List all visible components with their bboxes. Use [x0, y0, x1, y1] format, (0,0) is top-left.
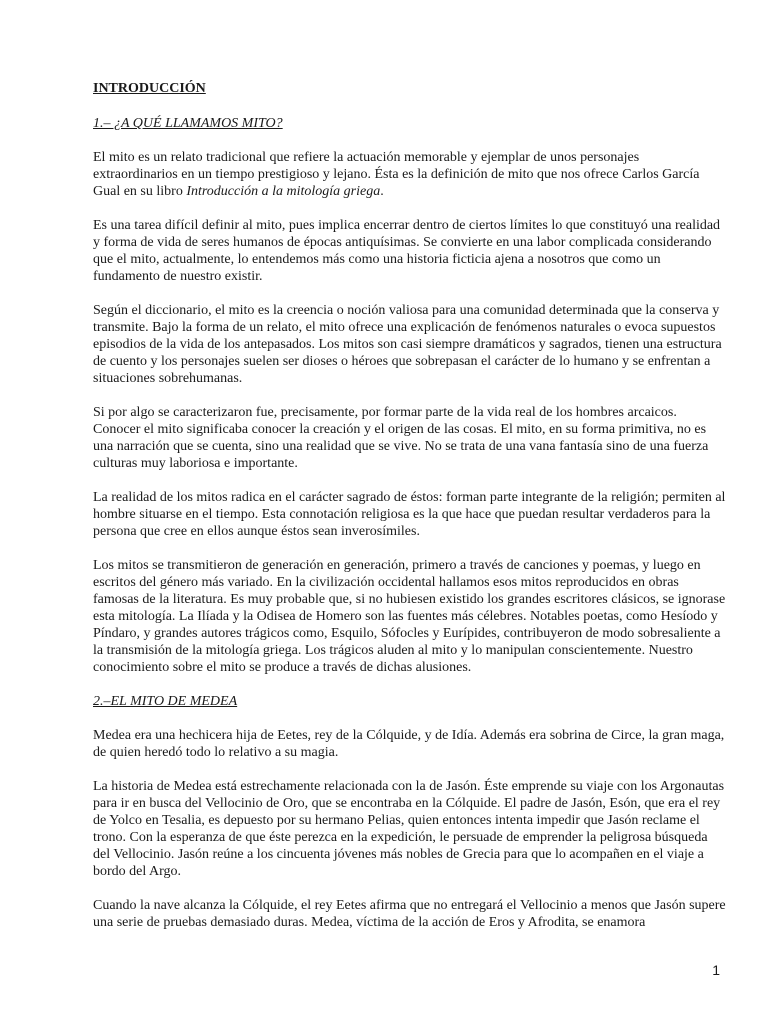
- page-number: 1: [712, 962, 720, 978]
- paragraph-7: Medea era una hechicera hija de Eetes, rey de la Cólquide, y de Idía. Además era sobrina de Circe, la gran maga, de quien heredó todo lo relativo a su magia.: [93, 728, 725, 760]
- paragraph-6: Los mitos se transmitieron de generación en generación, primero a través de canciones y poemas, y luego en escritos del género más variado. En la civilización occidental hallamos esos mitos reproducidos en obras famosas de la literatura. Es muy probable que, si no hubiesen existido los grandes escritores clásicos, se ignorase esta mitología. La Ilíada y la Odisea de Homero son las fuentes más célebres. Notables poetas, como Hesíodo y Píndaro, y grandes autores trágicos como, Esquilo, Sófocles y Eurípides, contribuyeron de modo sobresaliente a la transmisión de la mitología griega. Los trágicos aluden al mito y lo manipulan conscientemente. Nuestro conocimiento sobre el mito se produce a través de dichas alusiones.: [93, 558, 726, 675]
- paragraph-2: Es una tarea difícil definir al mito, pues implica encerrar dentro de ciertos límites lo que constituyó una realidad y forma de vida de seres humanos de épocas antiquísimas. Se convierte en una labor complicada considerando que el mito, actualmente, lo entendemos más como una historia ficticia ajena a nosotros que como un fundamento de nuestro existir.: [93, 218, 721, 284]
- document-title: INTRODUCCIÓN: [93, 81, 206, 96]
- book-title: Introducción a la mitología griega: [186, 184, 381, 199]
- paragraph-1-end: .: [380, 184, 384, 199]
- paragraph-1: [93, 149, 727, 200]
- section-heading-1: 1.– ¿A QUÉ LLAMAMOS MITO?: [93, 116, 283, 131]
- document-body: [93, 80, 727, 948]
- section-heading-2: 2.–EL MITO DE MEDEA: [93, 694, 238, 709]
- paragraph-5: La realidad de los mitos radica en el carácter sagrado de éstos: forman parte integrante de la religión; permiten al hombre situarse en el tiempo. Esta connotación religiosa es la que hace que puedan resultar verdaderos para la persona que cree en ellos aunque éstos sean inverosímiles.: [93, 490, 726, 539]
- paragraph-9: Cuando la nave alcanza la Cólquide, el rey Eetes afirma que no entregará el Vellocinio a menos que Jasón supere una serie de pruebas demasiado duras. Medea, víctima de la acción de Eros y Afrodita, se enamora: [93, 898, 726, 930]
- paragraph-3: Según el diccionario, el mito es la creencia o noción valiosa para una comunidad determinada que la conserva y transmite. Bajo la forma de un relato, el mito ofrece una explicación de fenómenos naturales o evoca supuestos episodios de la vida de los antepasados. Los mitos son casi siempre dramáticos y sagrados, tienen una estructura de cuento y los personajes suelen ser dioses o héroes que sobrepasan el carácter de lo humano y se enfrentan a situaciones sobrehumanas.: [93, 303, 722, 386]
- paragraph-4: Si por algo se caracterizaron fue, precisamente, por formar parte de la vida real de los hombres arcaicos. Conocer el mito significaba conocer la creación y el origen de las cosas. El mito, en su forma primitiva, no es una narración que se cuenta, sino una realidad que se vive. No se trata de una vana fantasía sino de una fuerza culturas muy laboriosa e importante.: [93, 405, 709, 471]
- paragraph-8: La historia de Medea está estrechamente relacionada con la de Jasón. Éste emprende su viaje con los Argonautas para ir en busca del Vellocinio de Oro, que se encontraba en la Cólquide. El padre de Jasón, Esón, que era el rey de Yolco en Tesalia, es depuesto por su hermano Pelias, quien entonces intenta impedir que Jasón reclame el trono. Con la esperanza de que éste perezca en la expedición, le persuade de emprender la peligrosa búsqueda del Vellocinio. Jasón reúne a los cincuenta jóvenes más nobles de Grecia para que lo acompañen en el viaje a bordo del Argo.: [93, 779, 725, 879]
- paragraph-1-text: El mito es un relato tradicional que refiere la actuación memorable y ejemplar de unos personajes extraordinarios en un tiempo prestigioso y lejano. Ésta es la definición de mito que nos ofrece Carlos García Gual en su libro: [93, 150, 700, 199]
